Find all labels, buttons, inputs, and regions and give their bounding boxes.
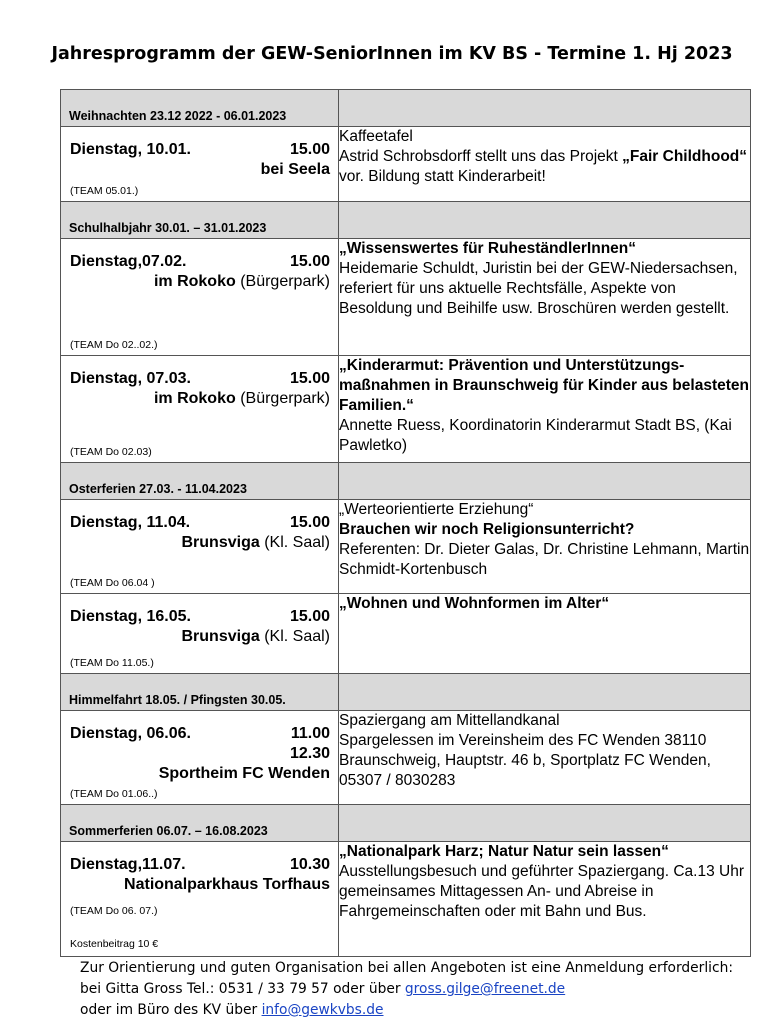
event-heading: „Wissenswertes für RuheständlerInnen“ (339, 240, 637, 257)
event-day: Dienstag,07.02. (70, 253, 187, 270)
event-line: „Werteorientierte Erziehung“ (339, 501, 534, 518)
event-highlight: „Fair Childhood“ (622, 148, 748, 165)
footer-line: Zur Orientierung und guten Organisation bei allen Angeboten ist eine Anmeldung erforderlich: (80, 960, 733, 976)
event-place: Brunsviga (181, 534, 260, 551)
section-row (61, 805, 751, 842)
event-time-2: 12.30 (289, 745, 330, 762)
event-time: 10.30 (289, 856, 330, 873)
program-table (60, 89, 751, 957)
event-team: (TEAM Do 02.03) (70, 446, 152, 458)
event-text: vor. Bildung statt Kinderarbeit! (339, 168, 546, 185)
event-place: Nationalparkhaus Torfhaus (124, 876, 330, 893)
event-place: bei Seela (260, 161, 330, 178)
event-text: Annette Ruess, Koordinatorin Kinderarmut Stadt BS, (Kai Pawletko) (339, 417, 732, 454)
event-place-extra: (Bürgerpark) (235, 273, 330, 290)
event-row (61, 239, 751, 356)
email-link-gross[interactable]: gross.gilge@freenet.de (404, 981, 566, 997)
event-text: Ausstellungsbesuch und geführter Spaziergang. Ca.13 Uhr gemeinsames Mittagessen An- und Abreise in Fahrgemeinschaften oder mit Bahn und Bus. (339, 863, 744, 920)
event-place: im Rokoko (153, 390, 236, 407)
event-team: (TEAM Do 06. 07.) (70, 905, 158, 917)
event-team: (TEAM Do 01.06..) (70, 788, 158, 800)
event-place: Sportheim FC Wenden (158, 765, 330, 782)
section-label: Schulhalbjahr 30.01. – 31.01.2023 (61, 202, 339, 239)
section-row (61, 90, 751, 127)
event-row (61, 594, 751, 674)
event-team: (TEAM Do 11.05.) (70, 657, 154, 669)
footer-line: oder im Büro des KV über (80, 1002, 262, 1018)
event-place-extra: (Kl. Saal) (259, 534, 330, 551)
event-time: 15.00 (289, 514, 330, 531)
event-time: 15.00 (289, 253, 330, 270)
event-line: Kaffeetafel (339, 128, 413, 145)
event-team: (TEAM Do 02..02.) (70, 339, 158, 351)
section-row (61, 202, 751, 239)
event-text: Astrid Schrobsdorff stellt uns das Projekt (339, 148, 623, 165)
event-row (61, 711, 751, 805)
event-time: 15.00 (289, 608, 330, 625)
section-row (61, 463, 751, 500)
event-day: Dienstag, 16.05. (70, 608, 191, 625)
event-row (61, 356, 751, 463)
event-day: Dienstag, 07.03. (70, 370, 191, 387)
event-row (61, 127, 751, 202)
event-row (61, 842, 751, 957)
event-cost: Kostenbeitrag 10 € (70, 938, 159, 950)
event-day: Dienstag,11.07. (70, 856, 186, 873)
event-row (61, 500, 751, 594)
event-time: 15.00 (289, 141, 330, 158)
event-heading: „Wohnen und Wohnformen im Alter“ (339, 595, 610, 612)
email-link-kv[interactable]: info@gewkvbs.de (261, 1002, 384, 1018)
section-label: Himmelfahrt 18.05. / Pfingsten 30.05. (61, 674, 339, 711)
section-label: Sommerferien 06.07. – 16.08.2023 (61, 805, 339, 842)
event-place-extra: (Bürgerpark) (235, 390, 330, 407)
event-line: Spaziergang am Mittellandkanal (339, 712, 560, 729)
section-label: Weihnachten 23.12 2022 - 06.01.2023 (61, 90, 339, 127)
event-day: Dienstag, 11.04. (70, 514, 191, 531)
event-team: (TEAM Do 06.04 ) (70, 577, 155, 589)
event-time: 15.00 (289, 370, 330, 387)
event-heading: Brauchen wir noch Religionsunterricht? (339, 521, 635, 538)
section-label: Osterferien 27.03. - 11.04.2023 (61, 463, 339, 500)
event-heading: „Kinderarmut: Prävention und Unterstützungs-maßnahmen in Braunschweig für Kinder aus belasteten Familien.“ (339, 357, 749, 414)
event-team: (TEAM 05.01.) (70, 185, 139, 197)
event-place: im Rokoko (153, 273, 236, 290)
event-text: Referenten: Dr. Dieter Galas, Dr. Christine Lehmann, Martin Schmidt-Kortenbusch (339, 541, 750, 578)
page-title: Jahresprogramm der GEW-SeniorInnen im KV BS - Termine 1. Hj 2023 (51, 44, 733, 64)
footer-note (80, 958, 733, 1021)
section-row (61, 674, 751, 711)
event-text: Heidemarie Schuldt, Juristin bei der GEW-Niedersachsen, referiert für uns aktuelle Rechtsfälle, Aspekte von Besoldung und Beihilfe usw. Broschüren werden gestellt. (339, 260, 738, 317)
event-time: 11.00 (290, 725, 330, 742)
event-day: Dienstag, 06.06. (70, 725, 191, 742)
event-place-extra: (Kl. Saal) (259, 628, 330, 645)
event-text: Spargelessen im Vereinsheim des FC Wenden 38110 Braunschweig, Hauptstr. 46 b, Sportplatz FC Wenden, 05307 / 8030283 (339, 732, 711, 789)
event-heading: „Nationalpark Harz; Natur Natur sein lassen“ (339, 843, 669, 860)
event-place: Brunsviga (181, 628, 260, 645)
event-day: Dienstag, 10.01. (70, 141, 191, 158)
footer-line: bei Gitta Gross Tel.: 0531 / 33 79 57 oder über (80, 981, 405, 997)
